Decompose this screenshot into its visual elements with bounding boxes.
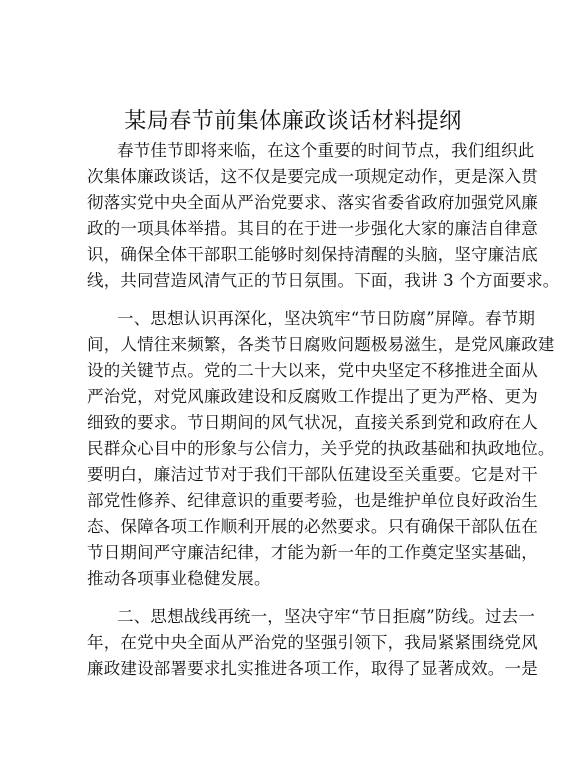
body-line: 春节佳节即将来临，在这个重要的时间节点，我们组织此	[117, 141, 535, 160]
body-line: 年，在党中央全面从严治党的坚强引领下，我局紧紧围绕党风	[87, 633, 538, 652]
body-line: 部党性修养、纪律意识的重要考验，也是维护单位良好政治生	[87, 491, 538, 510]
body-line: 设的关键节点。党的二十大以来，党中央坚定不移推进全面从	[87, 361, 538, 380]
body-line: 一、思想认识再深化，坚决筑牢“节日防腐”屏障。春节期	[117, 309, 536, 328]
body-line: 推动各项事业稳健发展。	[87, 569, 271, 588]
body-line: 节日期间严守廉洁纪律，才能为新一年的工作奠定坚实基础，	[87, 543, 538, 562]
document-title: 某局春节前集体廉政谈话材料提纲	[124, 109, 462, 134]
body-line: 态、保障各项工作顺利开展的必然要求。只有确保干部队伍在	[87, 517, 538, 536]
body-line: 廉政建设部署要求扎实推进各项工作，取得了显著成效。一是	[87, 659, 538, 678]
body-line: 细致的要求。节日期间的风气状况，直接关系到党和政府在人	[87, 413, 538, 432]
body-line: 二、思想战线再统一，坚决守牢“节日拒腐”防线。过去一	[117, 607, 536, 626]
body-line: 严治党，对党风廉政建设和反腐败工作提出了更为严格、更为	[87, 387, 538, 406]
body-line: 要明白，廉洁过节对于我们干部队伍建设至关重要。它是对干	[87, 465, 538, 484]
body-line: 识，确保全体干部职工能够时刻保持清醒的头脑，坚守廉洁底	[87, 245, 538, 264]
body-line: 线，共同营造风清气正的节日氛围。下面，我讲 3 个方面要求。	[87, 271, 560, 290]
body-line: 间，人情往来频繁，各类节日腐败问题极易滋生，是党风廉政建	[87, 335, 555, 354]
body-line: 民群众心目中的形象与公信力，关乎党的执政基础和执政地位。	[87, 439, 555, 458]
body-line: 彻落实党中央全面从严治党要求、落实省委省政府加强党风廉	[87, 193, 538, 212]
body-line: 政的一项具体举措。其目的在于进一步强化大家的廉洁自律意	[87, 219, 538, 238]
body-line: 次集体廉政谈话，这不仅是要完成一项规定动作，更是深入贯	[87, 167, 538, 186]
